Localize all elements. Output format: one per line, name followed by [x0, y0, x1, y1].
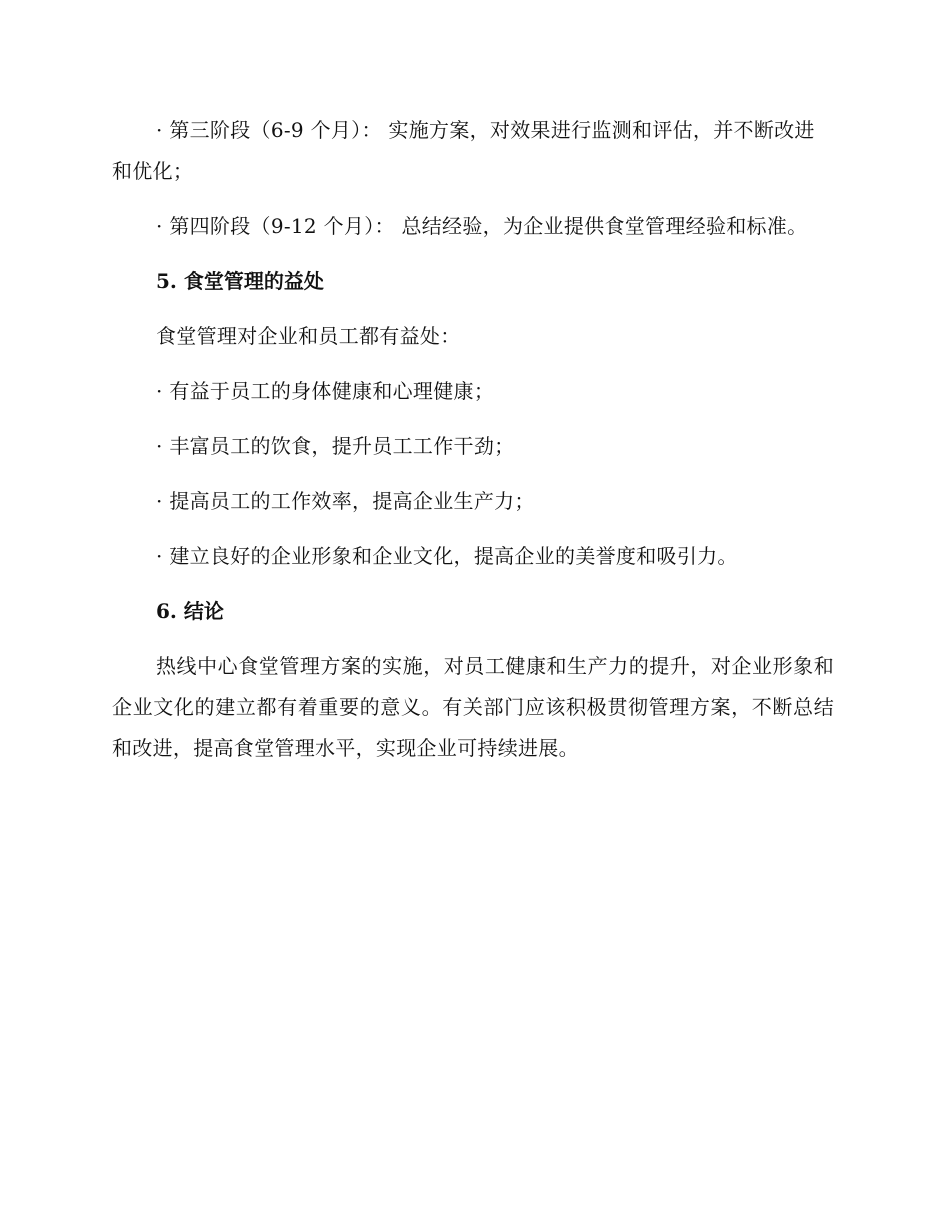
benefit-item-health: · 有益于员工的身体健康和心理健康；	[156, 379, 495, 403]
phase-three-item: · 第三阶段（6-9 个月）： 实施方案，对效果进行监测和评估，并不断改进和优化；	[112, 118, 815, 183]
benefit-item-image: · 建立良好的企业形象和企业文化，提高企业的美誉度和吸引力。	[156, 544, 738, 568]
benefit-item-efficiency: · 提高员工的工作效率，提高企业生产力；	[156, 489, 535, 513]
conclusion-paragraph: 热线中心食堂管理方案的实施，对员工健康和生产力的提升，对企业形象和企业文化的建立都有着重要的意义。有关部门应该积极贯彻管理方案，不断总结和改进，提高食堂管理水平，实现企业可持续进展。	[112, 654, 834, 760]
benefit-item-diet: · 丰富员工的饮食，提升员工工作干劲；	[156, 434, 515, 458]
benefits-intro: 食堂管理对企业和员工都有益处：	[156, 324, 461, 348]
section-heading-benefits: 5. 食堂管理的益处	[156, 269, 324, 293]
phase-four-item: · 第四阶段（9-12 个月）： 总结经验，为企业提供食堂管理经验和标准。	[156, 214, 808, 238]
section-heading-conclusion: 6. 结论	[156, 599, 224, 623]
document-body	[112, 110, 834, 783]
